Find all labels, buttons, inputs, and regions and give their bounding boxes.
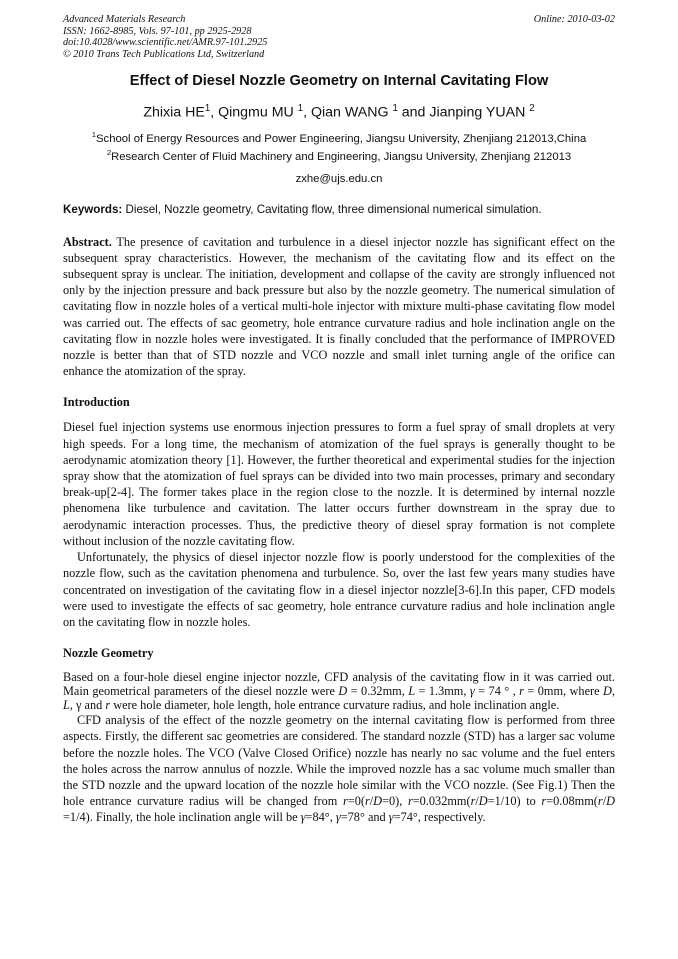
symbol-D: D	[606, 794, 616, 809]
text-run: = 74 ° ,	[474, 684, 520, 699]
text-run: = 1.3mm,	[415, 684, 470, 699]
symbol-r: r	[105, 698, 111, 713]
text-run: =0),	[382, 794, 408, 809]
intro-paragraph-2: Unfortunately, the physics of diesel injector nozzle flow is poorly understood for the complexities of the nozzle flow, such as the cavitation phenomena and turbulence. So, over the last few years many studies have concentrated on investigation of the cavitating flow in a diesel injector nozzle[3-6].In this paper, CFD models were used to investigate the effects of sac geometry, hole entrance curvature radius and hole inclination angle on the cavitating flow in nozzle holes.	[63, 550, 615, 629]
author-name: Qian WANG	[310, 105, 393, 122]
text-run: =1/4). Finally, the hole inclination angle will be	[63, 810, 301, 825]
symbol-r: r	[342, 794, 348, 809]
symbol-r: r	[597, 794, 603, 809]
section-heading-nozzle-geometry: Nozzle Geometry	[63, 646, 154, 661]
text-run: CFD analysis of the effect of the nozzle geometry on the internal cavitating flow is performed from three aspects. Firstly, the different sac geometries are considered. The standard nozzle (STD) has a larger sac volume before the nozzle holes. The VCO (Valve Closed Orifice) nozzle has nearly no sac volume and the fuel enters the holes across the narrow annulus of nozzle. While the improved nozzle has a sac volume much smaller than the STD nozzle and the upward location of the nozzle hole similar with the VCO nozzle. (See Fig.1) Then the hole entrance curvature radius will be changed from	[63, 713, 615, 809]
text-run: /	[602, 794, 607, 809]
online-date: Online: 2010-03-02	[533, 14, 615, 25]
abstract-text: The presence of cavitation and turbulence in a diesel injector nozzle has significant effect on the subsequent spray characteristics. However, the mechanism of the cavitating flow and its effect on the subsequent spray is unclear. The initiation, development and collapse of the cavity are strongly influenced not only by the injection pressure and back pressure but also by the nozzle geometry. The numerical simulation of cavitating flow in nozzle holes of a vertical multi-hole injector with mixture multi-phase cavitating flow model was carried out. The effects of sac geometry, hole entrance curvature radius and hole inclination angle on the cavitating flow in nozzle holes were investigated. It is finally concluded that the performance of IMPROVED nozzle is better than that of STD nozzle and VCO nozzle and small inlet turning angle of the orifice can enhance the atomization of the spray.	[63, 234, 615, 379]
paper-title: Effect of Diesel Nozzle Geometry on Internal Cavitating Flow	[129, 73, 549, 90]
author-affil-mark: 1	[297, 103, 304, 115]
author-name: Zhixia HE	[143, 105, 205, 122]
text-run: =0(	[347, 794, 365, 809]
affil-text: Research Center of Fluid Machinery and Engineering, Jiangsu University, Zhenjiang 212013	[111, 150, 572, 163]
abstract-paragraph	[63, 234, 615, 380]
text-run: /	[475, 794, 479, 809]
affiliation-2	[63, 146, 615, 164]
author-affil-mark: 1	[392, 103, 398, 115]
text-run: were hole diameter, hole length, hole entrance curvature radius, and hole inclination angle.	[110, 698, 560, 713]
author-separator: ,	[210, 105, 219, 122]
text-run: /	[369, 794, 374, 809]
publication-header	[63, 14, 615, 60]
text-run: = 0mm, where	[523, 684, 604, 699]
symbol-gamma: γ	[388, 810, 394, 825]
symbol-r: r	[541, 794, 547, 809]
symbol-L: L	[408, 684, 416, 699]
symbol-gamma: γ	[300, 810, 306, 825]
keywords-line	[63, 203, 615, 216]
author-separator: and	[397, 105, 430, 122]
text-run: =78° and	[340, 810, 389, 825]
keywords-label: Keywords:	[63, 202, 123, 216]
keywords-text: Diesel, Nozzle geometry, Cavitating flow, three dimensional numerical simulation.	[122, 202, 542, 216]
text-run: =74°, respectively.	[393, 810, 486, 825]
symbol-L: L	[63, 698, 70, 713]
doi-line: doi:10.4028/www.scientific.net/AMR.97-101.2925	[63, 37, 268, 49]
text-run: =84°,	[305, 810, 336, 825]
issn-line: ISSN: 1662-8985, Vols. 97-101, pp 2925-2928	[63, 25, 252, 37]
author-separator: ,	[303, 105, 311, 122]
author-list	[63, 103, 615, 121]
text-run: =1/10) to	[487, 794, 542, 809]
text-run: =0.032mm(	[412, 794, 471, 809]
text-run: = 0.32mm,	[347, 684, 409, 699]
author-affil-mark: 2	[529, 103, 535, 115]
affiliation-1	[63, 128, 615, 146]
paper-page	[63, 14, 615, 826]
author-name: Jianping YUAN	[429, 105, 530, 122]
contact-email: zxhe@ujs.edu.cn	[295, 172, 383, 185]
nozzle-paragraph-2	[63, 712, 615, 825]
affil-mark: 1	[91, 130, 97, 140]
text-run: ,	[611, 684, 615, 699]
affil-text: School of Energy Resources and Power Engineering, Jiangsu University, Zhenjiang 212013,China	[96, 132, 587, 145]
copyright-line: © 2010 Trans Tech Publications Ltd, Switzerland	[63, 48, 265, 60]
section-heading-introduction: Introduction	[63, 395, 130, 410]
text-run: =0.08mm(	[546, 794, 598, 809]
symbol-r: r	[519, 684, 524, 699]
symbol-r: r	[364, 794, 370, 809]
symbol-D: D	[373, 794, 383, 809]
symbol-r: r	[470, 794, 476, 809]
header-row	[63, 14, 615, 26]
intro-paragraph-1: Diesel fuel injection systems use enormous injection pressures to form a fuel spray of small droplets at very high speeds. For a long time, the mechanism of atomization of the fuel sprays is generally thought to be aerodynamic atomization theory [1]. However, the further theoretical and experimental studies for the injection spray show that the atomization of fuel sprays can be divided into two main processes, primary and secondary break-up[2-4]. The former takes place in the region close to the nozzle. It is determined by internal nozzle phenomena like turbulence and cavitation. The latter occurs further downstream in the spray due to aerodynamic interaction processes. Thus, the predictive theory of diesel spray formation is not complete without inclusion of the nozzle cavitating flow.	[63, 420, 615, 548]
symbol-r: r	[407, 794, 413, 809]
abstract-label: Abstract.	[63, 234, 112, 249]
nozzle-paragraph-1	[63, 670, 615, 712]
author-name: Qingmu MU	[218, 105, 298, 122]
affiliation-list	[63, 128, 615, 164]
symbol-gamma: γ	[335, 810, 341, 825]
affil-mark: 2	[106, 147, 112, 157]
text-run: Based on a four-hole diesel engine injector nozzle, CFD analysis of the cavitating flow in it was carried out. Main geometrical parameters of the diesel nozzle were	[63, 670, 615, 699]
symbol-D: D	[338, 684, 348, 699]
author-affil-mark: 1	[204, 103, 211, 115]
text-run: , γ and	[69, 698, 106, 713]
symbol-D: D	[478, 794, 488, 809]
symbol-D: D	[603, 684, 612, 699]
journal-name: Advanced Materials Research	[63, 14, 186, 25]
symbol-gamma: γ	[469, 684, 475, 699]
